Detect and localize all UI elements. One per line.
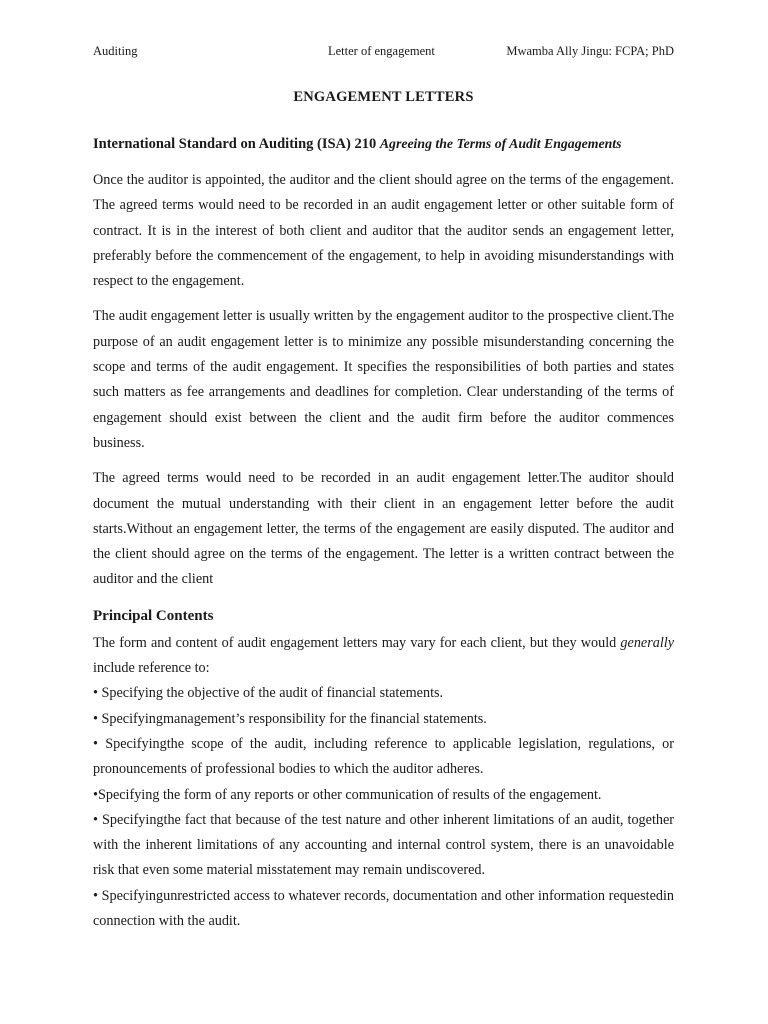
paragraph-purpose: The audit engagement letter is usually written by the engagement auditor to the prospective client.The purpose of an audit engagement letter is to minimize any possible misunderstanding concerning the scope and terms of the audit engagement. It specifies the responsibilities of both parties and states such matters as fee arrangements and deadlines for completion. Clear understanding of the terms of engagement should exist between the client and the audit firm before the auditor commences business. <box>93 308 674 451</box>
list-item: • Specifying the objective of the audit of financial statements. <box>93 685 444 702</box>
header-subject: Auditing <box>93 44 138 58</box>
standard-heading <box>93 134 674 154</box>
principal-intro <box>93 631 674 682</box>
standard-name: International Standard on Auditing (ISA) 210 <box>93 136 377 152</box>
page-body <box>93 87 674 934</box>
intro-text-before: The form and content of audit engagement letters may vary for each client, but they would <box>93 634 621 651</box>
standard-subtitle: Agreeing the Terms of Audit Engagements <box>379 136 622 151</box>
paragraph-appointment: Once the auditor is appointed, the auditor and the client should agree on the terms of the engagement. The agreed terms would need to be recorded in an audit engagement letter or other suitable form of contract. It is in the interest of both client and auditor that the auditor sends an engagement letter, preferably before the commencement of the engagement, to help in avoiding misunderstandings with respect to the engagement. <box>93 172 674 290</box>
page-title: ENGAGEMENT LETTERS <box>293 89 474 105</box>
section-heading: Principal Contents <box>93 607 214 624</box>
intro-text-after: include reference to: <box>93 660 210 677</box>
list-item: • Specifyingunrestricted access to whatever records, documentation and other information requestedin connection with the audit. <box>93 887 674 930</box>
header-author: Mwamba Ally Jingu: FCPA; PhD <box>506 44 674 58</box>
running-header <box>93 42 674 60</box>
list-item: •Specifying the form of any reports or other communication of results of the engagement. <box>93 786 602 803</box>
list-item: • Specifyingthe fact that because of the test nature and other inherent limitations of an audit, together with the inherent limitations of any accounting and internal control system, there is an unavoidable risk that even some material misstatement may remain undiscovered. <box>93 811 674 879</box>
list-item: • Specifyingmanagement’s responsibility for the financial statements. <box>93 710 487 727</box>
list-item: • Specifyingthe scope of the audit, including reference to applicable legislation, regulations, or pronouncements of professional bodies to which the auditor adheres. <box>93 735 674 778</box>
intro-emphasis: generally <box>620 634 674 651</box>
header-topic: Letter of engagement <box>328 44 435 58</box>
paragraph-agreed-terms: The agreed terms would need to be recorded in an audit engagement letter.The auditor should document the mutual understanding with their client in an engagement letter before the audit starts.Without an engagement letter, the terms of the engagement are easily disputed. The auditor and the client should agree on the terms of the engagement. The letter is a written contract between the auditor and the client <box>93 470 674 588</box>
